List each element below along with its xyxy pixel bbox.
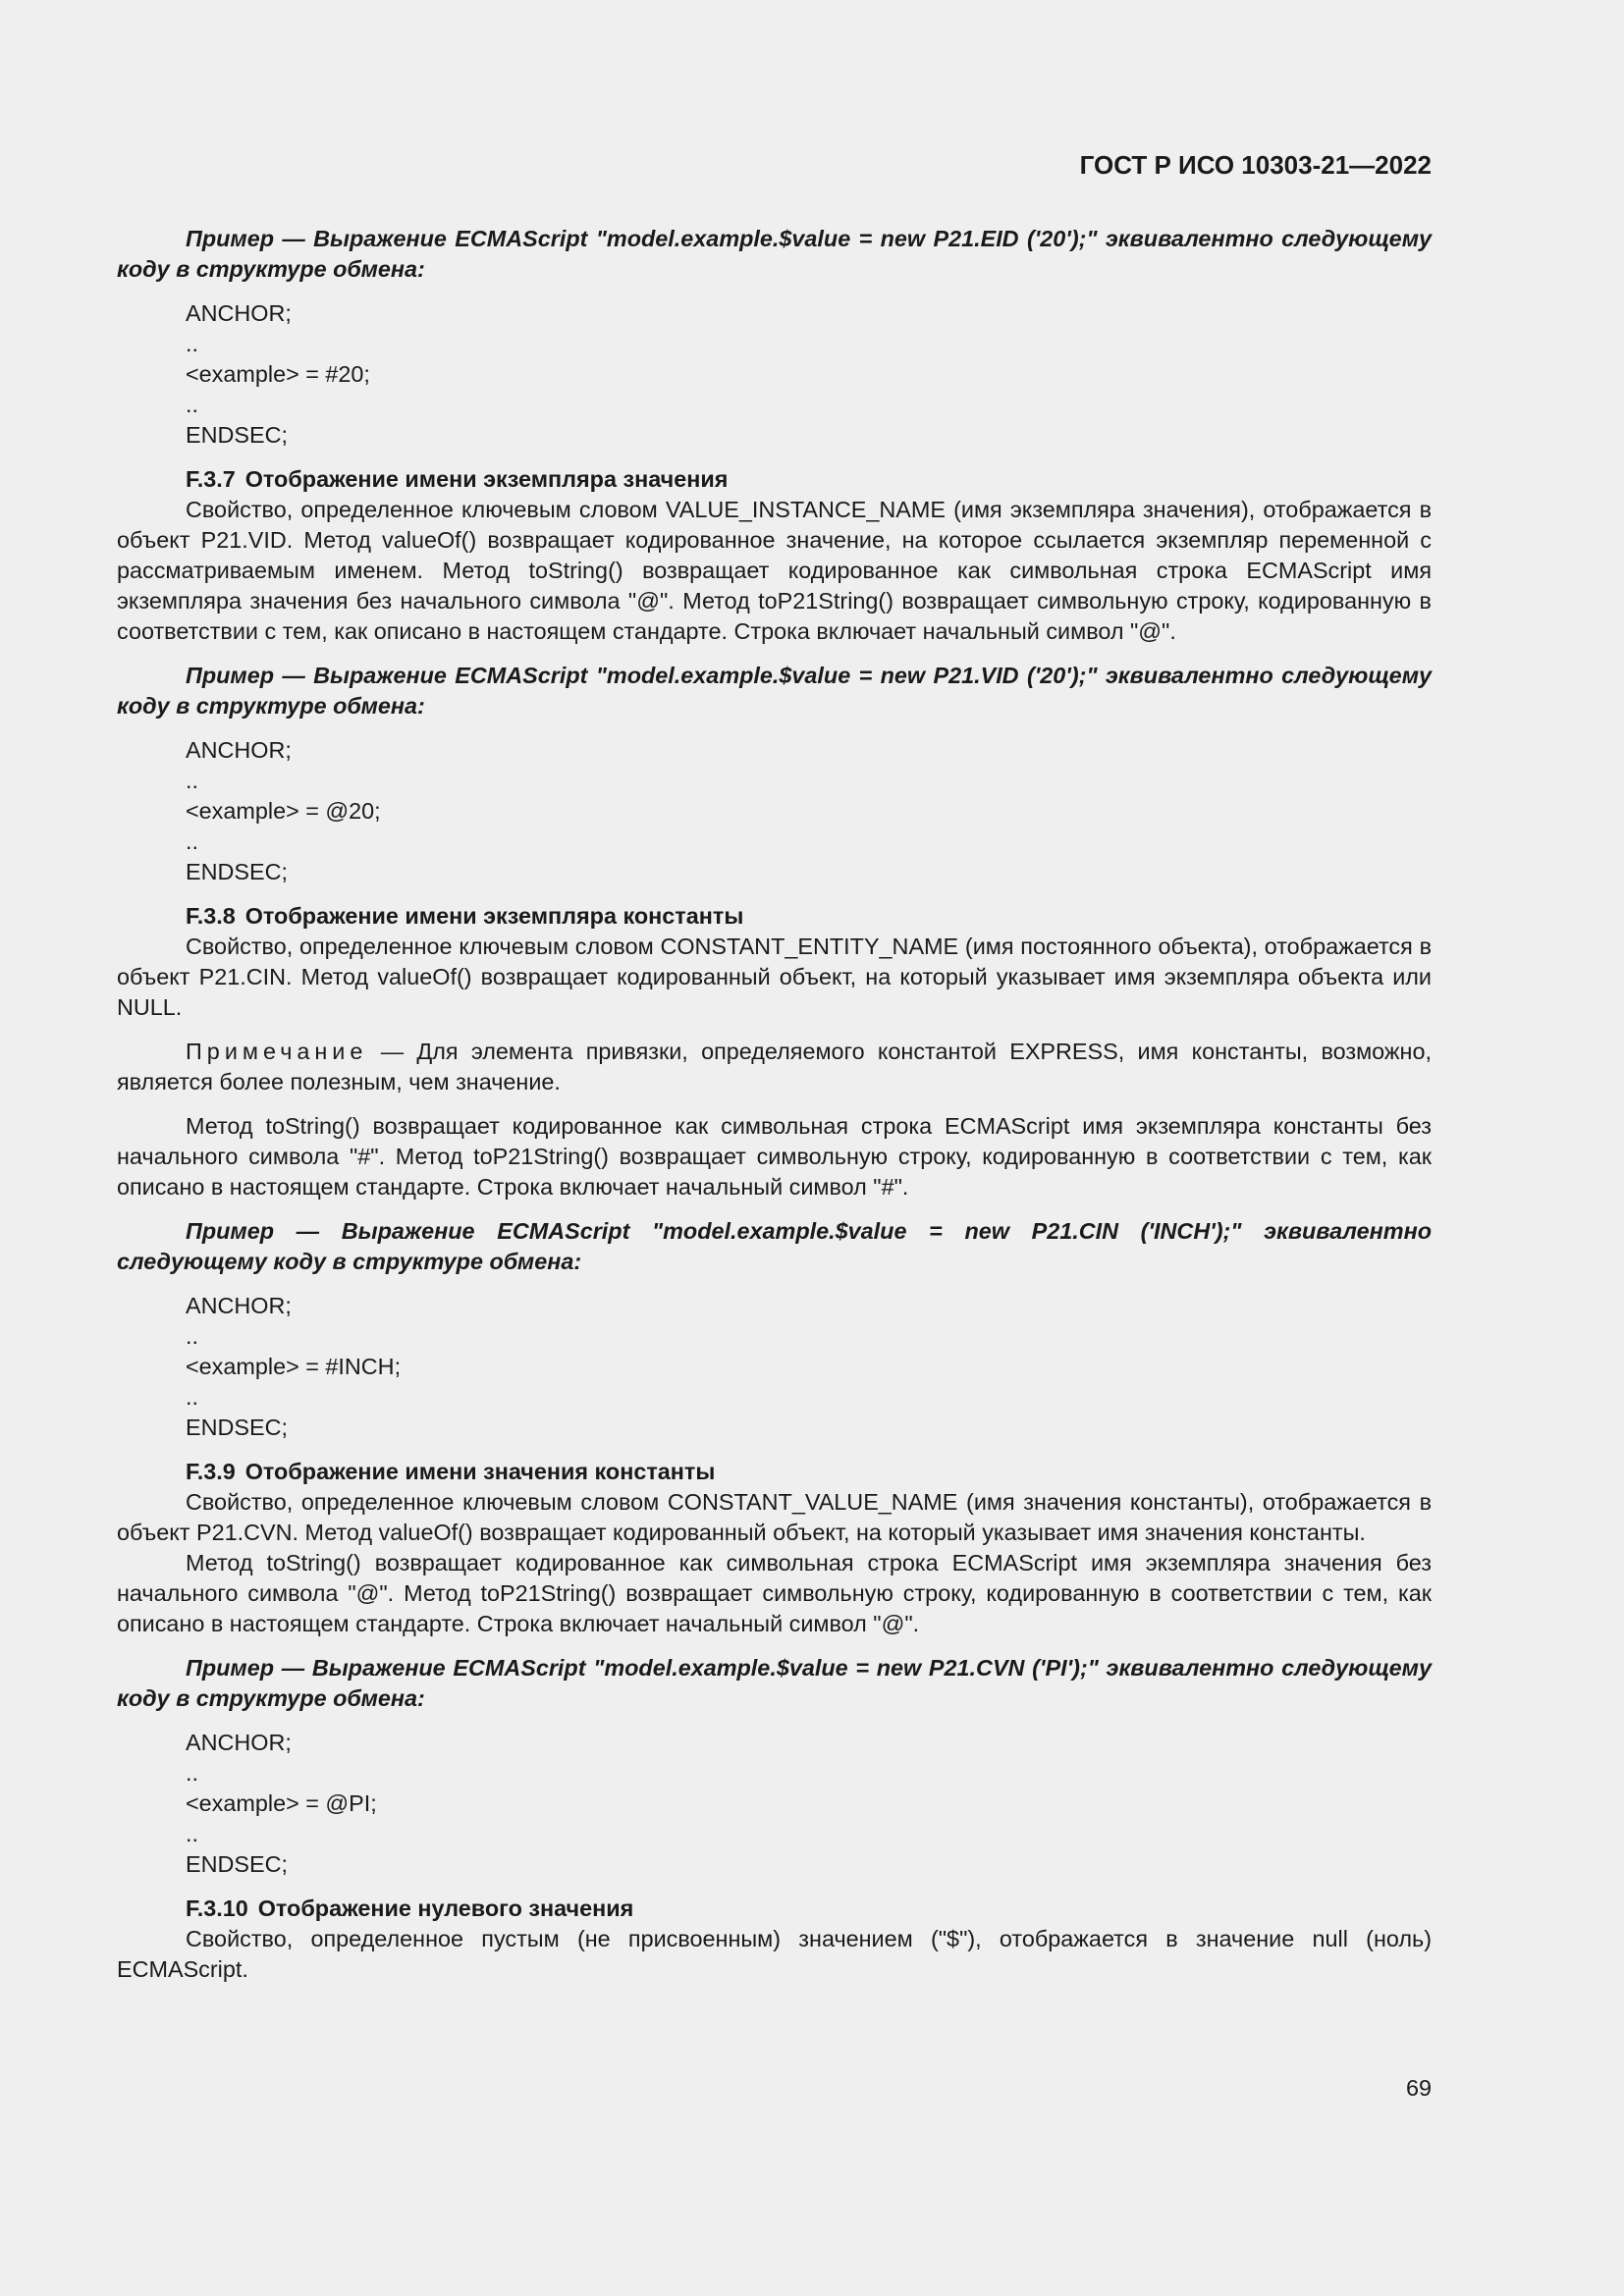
- code-block: [117, 735, 1432, 887]
- code-line: ENDSEC;: [186, 422, 288, 448]
- section-heading: [117, 901, 1432, 932]
- code-line: ANCHOR;: [186, 1730, 292, 1755]
- section-title: Отображение имени экземпляра константы: [244, 903, 744, 929]
- example-caption: Пример — Выражение ECMAScript "model.example.$value = new P21.CIN ('INCH');" эквивалентно следующему коду в структуре обмена:: [117, 1218, 1432, 1274]
- code-line: <example> = #20;: [186, 361, 370, 387]
- section-number: F.3.9: [186, 1459, 236, 1484]
- section-number: F.3.8: [186, 903, 236, 929]
- code-line: ..: [186, 1323, 198, 1349]
- example-caption: Пример — Выражение ECMAScript "model.example.$value = new P21.EID ('20');" эквивалентно следующему коду в структуре обмена:: [117, 226, 1432, 282]
- paragraph: Метод toString() возвращает кодированное как символьная строка ECMAScript имя экземпляра константы без начального символа "#". Метод toP21String() возвращает символьную строку, кодированную в соответствии с тем, как описано в настоящем стандарте. Строка включает начальный символ "#".: [117, 1113, 1432, 1200]
- section-heading: [117, 1457, 1432, 1487]
- section-number: F.3.7: [186, 466, 236, 492]
- code-line: ..: [186, 1384, 198, 1410]
- code-line: ..: [186, 768, 198, 793]
- code-line: <example> = #INCH;: [186, 1354, 402, 1379]
- section-title: Отображение нулевого значения: [257, 1896, 634, 1921]
- code-block: [117, 1728, 1432, 1880]
- page-number: 69: [1405, 2075, 1432, 2101]
- paragraph: Свойство, определенное ключевым словом CONSTANT_VALUE_NAME (имя значения константы), отображается в объект P21.CVN. Метод valueOf() возвращает кодированный объект, на который указывает имя значения константы.: [117, 1489, 1432, 1545]
- code-line: ANCHOR;: [186, 737, 292, 763]
- section-heading: [117, 1894, 1432, 1924]
- code-line: ..: [186, 1760, 198, 1786]
- code-line: <example> = @PI;: [186, 1790, 377, 1816]
- section-title: Отображение имени экземпляра значения: [244, 466, 729, 492]
- example-caption: Пример — Выражение ECMAScript "model.example.$value = new P21.CVN ('PI');" эквивалентно следующему коду в структуре обмена:: [117, 1655, 1432, 1711]
- paragraph: Метод toString() возвращает кодированное как символьная строка ECMAScript имя экземпляра значения без начального символа "@". Метод toP21String() возвращает символьную строку, кодированную в соответствии с тем, как описано в настоящем стандарте. Строка включает начальный символ "@".: [117, 1550, 1432, 1636]
- section-number: F.3.10: [186, 1896, 248, 1921]
- code-line: ANCHOR;: [186, 300, 292, 326]
- note: [117, 1037, 1432, 1097]
- note-text: — Для элемента привязки, определяемого константой EXPRESS, имя константы, возможно, является более полезным, чем значение.: [117, 1039, 1432, 1095]
- section-title: Отображение имени значения константы: [244, 1459, 716, 1484]
- code-line: ..: [186, 828, 198, 854]
- code-line: ..: [186, 392, 198, 417]
- example-caption: Пример — Выражение ECMAScript "model.example.$value = new P21.VID ('20');" эквивалентно следующему коду в структуре обмена:: [117, 663, 1432, 719]
- code-block: [117, 298, 1432, 451]
- section-heading: [117, 464, 1432, 495]
- code-line: ENDSEC;: [186, 1851, 288, 1877]
- code-line: ..: [186, 331, 198, 356]
- code-block: [117, 1291, 1432, 1443]
- code-line: <example> = @20;: [186, 798, 381, 824]
- code-line: ENDSEC;: [186, 859, 288, 884]
- code-line: ..: [186, 1821, 198, 1846]
- page-header: ГОСТ Р ИСО 10303-21—2022: [1079, 150, 1432, 180]
- paragraph: Свойство, определенное пустым (не присвоенным) значением ("$"), отображается в значение null (ноль) ECMAScript.: [117, 1926, 1432, 1982]
- code-line: ENDSEC;: [186, 1415, 288, 1440]
- paragraph: Свойство, определенное ключевым словом VALUE_INSTANCE_NAME (имя экземпляра значения), отображается в объект P21.VID. Метод valueOf() возвращает кодированное значение, на которое ссылается экземпляр переменной с рассматриваемым именем. Метод toString() возвращает кодированное как символьная строка ECMAScript имя экземпляра значения без начального символа "@". Метод toP21String() возвращает символьную строку, кодированную в соответствии с тем, как описано в настоящем стандарте. Строка включает начальный символ "@".: [117, 497, 1432, 644]
- code-line: ANCHOR;: [186, 1293, 292, 1318]
- paragraph: Свойство, определенное ключевым словом CONSTANT_ENTITY_NAME (имя постоянного объекта), отображается в объект P21.CIN. Метод valueOf() возвращает кодированный объект, на который указывает имя экземпляра объекта или NULL.: [117, 934, 1432, 1020]
- note-label: Примечание: [186, 1039, 368, 1064]
